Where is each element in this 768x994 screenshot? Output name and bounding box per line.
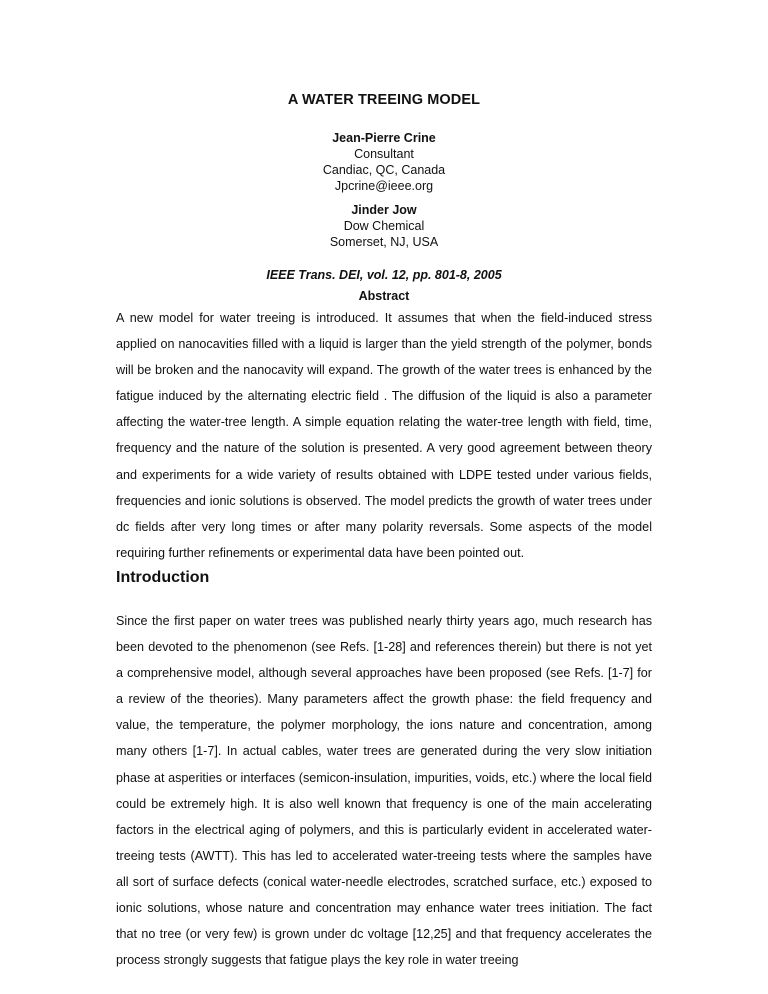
author-block-1 xyxy=(0,130,768,194)
author-name: Jean-Pierre Crine xyxy=(332,131,436,145)
author-email: Jpcrine@ieee.org xyxy=(334,179,434,193)
author-block-2 xyxy=(0,202,768,250)
author-location: Somerset, NJ, USA xyxy=(329,235,439,249)
author-affiliation: Consultant xyxy=(354,147,414,161)
section-heading-introduction: Introduction xyxy=(116,569,210,586)
author-location: Candiac, QC, Canada xyxy=(322,163,446,177)
author-affiliation: Dow Chemical xyxy=(343,219,425,233)
abstract-paragraph: A new model for water treeing is introduced. It assumes that when the field-induced stress applied on nanocavities filled with a liquid is larger than the yield strength of the polymer, bonds will be broken and the nanocavity will expand. The growth of the water trees is enhanced by the fatigue induced by the alternating electric field . The diffusion of the liquid is also a parameter affecting the water-tree length. A simple equation relating the water-tree length with field, time, frequency and the nature of the solution is presented. A very good agreement between theory and experiments for a wide variety of results obtained with LDPE tested under various fields, frequencies and ionic solutions is observed. The model predicts the growth of water trees under dc fields after very long times or after many polarity reversals. Some aspects of the model requiring further refinements or experimental data have been pointed out. xyxy=(116,311,652,560)
abstract-heading: Abstract xyxy=(358,289,410,303)
introduction-paragraph: Since the first paper on water trees was published nearly thirty years ago, much research has been devoted to the phenomenon (see Refs. [1-28] and references therein) but there is not yet a comprehensive model, although several approaches have been proposed (see Refs. [1-7] for a review of the theories). Many parameters affect the growth phase: the field frequency and value, the temperature, the polymer morphology, the ions nature and concentration, among many others [1-7]. In actual cables, water trees are generated during the very slow initiation phase at asperities or interfaces (semicon-insulation, impurities, voids, etc.) where the local field could be extremely high. It is also well known that frequency is one of the main accelerating factors in the electrical aging of polymers, and this is particularly evident in accelerated water-treeing tests (AWTT). This has led to accelerated water-treeing tests where the samples have all sort of surface defects (conical water-needle electrodes, scratched surface, etc.) exposed to ionic solutions, whose nature and concentration may enhance water trees initiation. The fact that no tree (or very few) is grown under dc voltage [12,25] and that frequency accelerates the process strongly suggests that fatigue plays the key role in water treeing xyxy=(116,614,652,968)
journal-citation: IEEE Trans. DEI, vol. 12, pp. 801-8, 2005 xyxy=(266,268,502,282)
author-name: Jinder Jow xyxy=(351,203,417,217)
paper-title: A WATER TREEING MODEL xyxy=(287,92,481,108)
